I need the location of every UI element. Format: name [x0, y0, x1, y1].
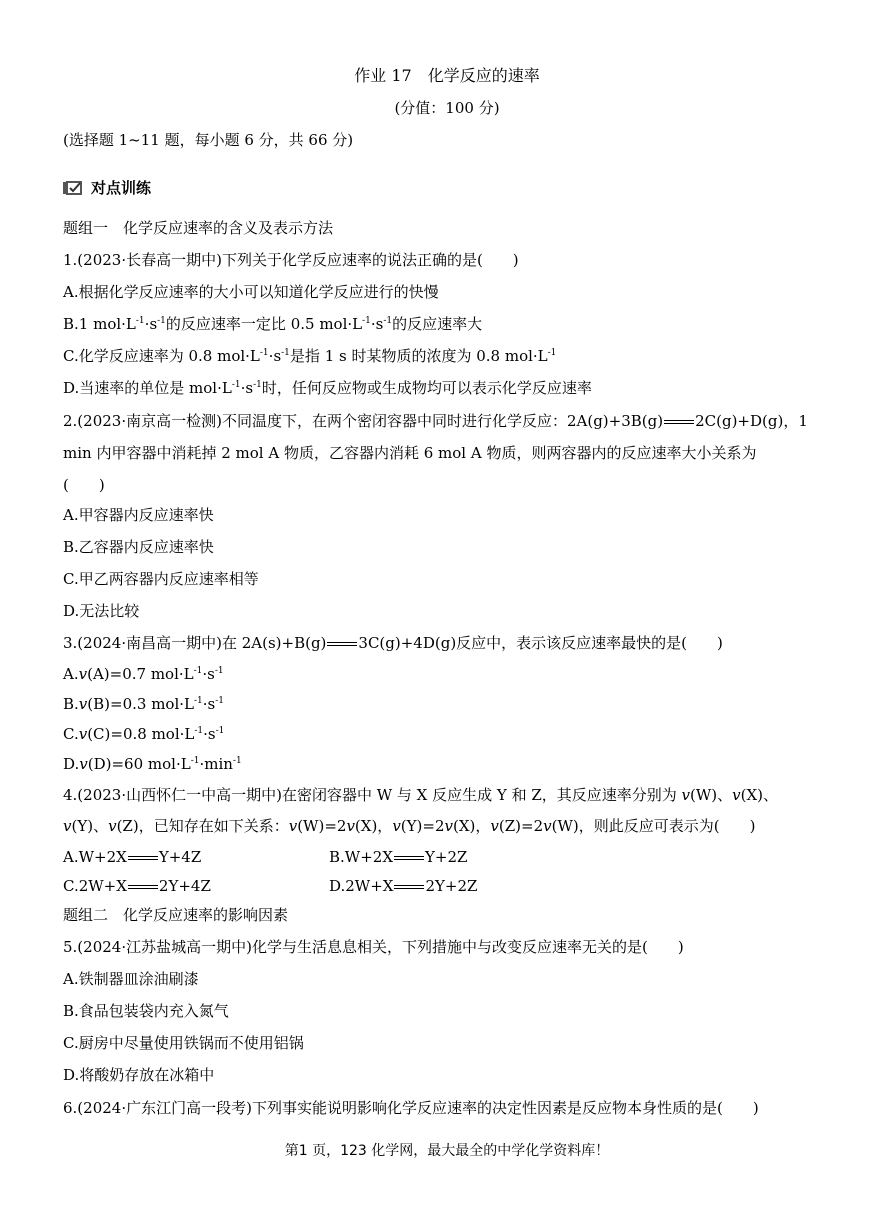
q4-option-a: A.W+2X Y+4Z [63, 848, 202, 866]
q3-option-b: B.v(B)=0.3 $mol\cdot L^{-1}\cdot s^{-1}$ [63, 695, 225, 713]
q2-option-a: A.甲容器内反应速率快 [63, 506, 214, 524]
q2-option-d: D.无法比较 [63, 602, 140, 620]
q2-stem-line1: 2.(2023·南京高一检测)不同温度下，在两个密闭容器中同时进行化学反应：2A(g)+3B(g) 2C(g)+D(g)，1 [63, 412, 808, 430]
equals-arrow [664, 420, 694, 424]
checklist-icon [63, 180, 83, 196]
equals-arrow [128, 856, 158, 860]
section-heading [63, 177, 151, 198]
equals-arrow [394, 885, 424, 889]
q2-option-b: B.乙容器内反应速率快 [63, 538, 214, 556]
q4-stem-line2: v(Y)、v(Z)，已知存在如下关系：v(W)=2v(X)，v(Y)=2v(X)，v(Z)=2v(W)，则此反应可表示为( ) [63, 817, 756, 835]
equals-arrow [394, 856, 424, 860]
q5-option-c: C.厨房中尽量使用铁锅而不使用铝锅 [63, 1034, 304, 1052]
score-note: (分值：100 分) [394, 99, 500, 117]
q4-stem-line1: 4.(2023·山西怀仁一中高一期中)在密闭容器中 W 与 X 反应生成 Y 和 Z，其反应速率分别为 v(W)、v(X)、 [63, 786, 779, 804]
q6-stem: 6.(2024·广东江门高一段考)下列事实能说明影响化学反应速率的决定性因素是反应物本身性质的是( ) [63, 1099, 759, 1117]
q5-stem: 5.(2024·江苏盐城高一期中)化学与生活息息相关，下列措施中与改变反应速率无关的是( ) [63, 938, 684, 956]
q2-option-c: C.甲乙两容器内反应速率相等 [63, 570, 259, 588]
section-label: 对点训练 [91, 179, 152, 197]
q3-stem: 3.(2024·南昌高一期中)在 2A(s)+B(g) 3C(g)+4D(g)反应中，表示该反应速率最快的是( ) [63, 634, 723, 652]
q3-option-a: A.v(A)=0.7 $mol\cdot L^{-1}\cdot s^{-1}$ [63, 665, 224, 683]
instructions: (选择题 1~11 题，每小题 6 分，共 66 分) [63, 131, 354, 149]
q3-option-d: D.v(D)=60 $mol\cdot L^{-1}\cdot\min^{-1}$ [63, 755, 242, 773]
equals-arrow [327, 642, 357, 646]
q1-option-d: D.当速率的单位是 $mol\cdot L^{-1}\cdot s^{-1}$时，任何反应物或生成物均可以表示化学反应速率 [63, 379, 592, 397]
q2-stem-line2: min 内甲容器中消耗掉 2 mol A 物质，乙容器内消耗 6 mol A 物质，则两容器内的反应速率大小关系为 [63, 444, 757, 462]
equals-arrow [128, 885, 158, 889]
group-2-heading: 题组二 化学反应速率的影响因素 [63, 906, 289, 924]
q5-option-b: B.食品包装袋内充入氮气 [63, 1002, 229, 1020]
page-title: 作业 17 化学反应的速率 [354, 66, 540, 85]
q1-option-b: B.1 $mol\cdot L^{-1}\cdot s^{-1}$的反应速率一定比 0.5 $mol\cdot L^{-1}\cdot s^{-1}$的反应速率大 [63, 315, 483, 333]
q5-option-a: A.铁制器皿涂油刷漆 [63, 970, 199, 988]
q4-option-c: C.2W+X 2Y+4Z [63, 877, 211, 895]
q1-option-c: C.化学反应速率为 0.8 $mol\cdot L^{-1}\cdot s^{-1}$是指 1 s 时某物质的浓度为 0.8 $mol\cdot L^{-1}$ [63, 347, 557, 365]
group-1-heading: 题组一 化学反应速率的含义及表示方法 [63, 219, 334, 237]
q1-stem: 1.(2023·长春高一期中)下列关于化学反应速率的说法正确的是( ) [63, 251, 519, 269]
q1-option-a: A.根据化学反应速率的大小可以知道化学反应进行的快慢 [63, 283, 439, 301]
q3-option-c: C.v(C)=0.8 $mol\cdot L^{-1}\cdot s^{-1}$ [63, 725, 225, 743]
q4-option-b: B.W+2X Y+2Z [329, 848, 468, 866]
q5-option-d: D.将酸奶存放在冰箱中 [63, 1066, 215, 1084]
q4-option-d: D.2W+X 2Y+2Z [329, 877, 478, 895]
q2-stem-line3: ( ) [63, 476, 105, 494]
page-footer: 第1 页，123 化学网，最大最全的中学化学资料库！ [284, 1143, 610, 1159]
